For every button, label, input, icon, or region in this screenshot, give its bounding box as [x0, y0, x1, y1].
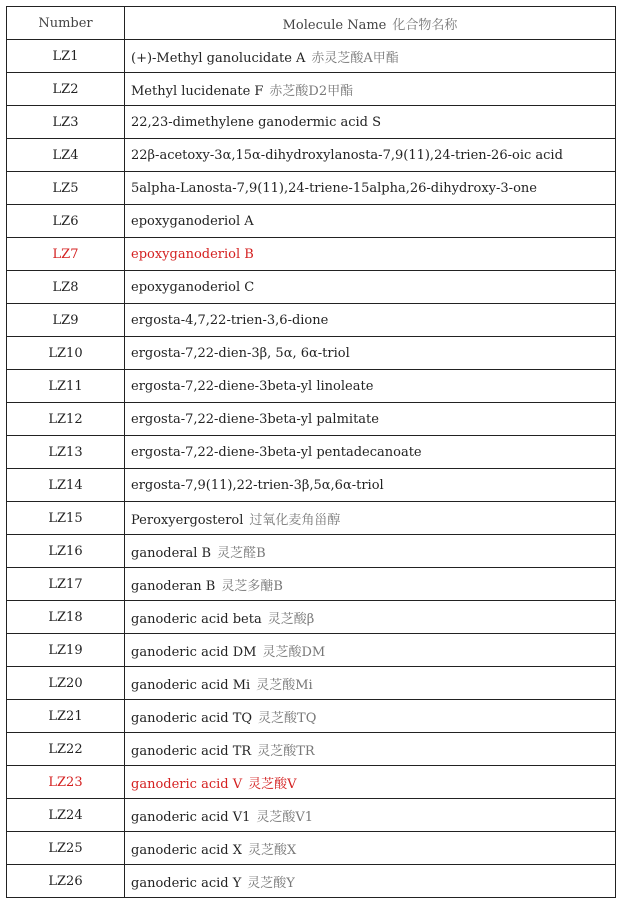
cell-molecule-name	[125, 106, 616, 139]
cell-number: LZ20	[7, 667, 125, 700]
molecule-name-en: ganoderic acid Y	[131, 875, 242, 891]
molecule-name-cn: 灵芝酸Mi	[256, 677, 313, 693]
cell-number: LZ4	[7, 139, 125, 172]
molecule-name-en: ergosta-7,22-diene-3beta-yl linoleate	[131, 378, 374, 394]
table-row	[7, 106, 616, 139]
cell-number: LZ14	[7, 469, 125, 502]
molecule-name-cn: 灵芝酸TR	[257, 743, 315, 759]
cell-number: LZ8	[7, 271, 125, 304]
table-row	[7, 766, 616, 799]
molecule-name-en: ganoderic acid DM	[131, 644, 257, 660]
cell-number: LZ26	[7, 865, 125, 898]
molecule-name-en: ganoderic acid beta	[131, 611, 262, 627]
table-row	[7, 667, 616, 700]
table-row	[7, 568, 616, 601]
header-name-cn: 化合物名称	[392, 17, 458, 33]
molecule-name-cn: 赤灵芝酸A甲酯	[311, 50, 399, 66]
table-row	[7, 370, 616, 403]
table-row	[7, 40, 616, 73]
table-row	[7, 601, 616, 634]
table-row	[7, 634, 616, 667]
molecule-name-en: ergosta-7,22-diene-3beta-yl palmitate	[131, 411, 379, 427]
cell-number: LZ17	[7, 568, 125, 601]
cell-molecule-name	[125, 799, 616, 832]
cell-number: LZ7	[7, 238, 125, 271]
table-row	[7, 469, 616, 502]
molecule-name-en: ganoderic acid TQ	[131, 710, 253, 726]
molecule-name-en: Peroxyergosterol	[131, 512, 244, 528]
molecule-name-en: ganoderan B	[131, 578, 216, 594]
cell-molecule-name	[125, 139, 616, 172]
molecule-name-en: ergosta-4,7,22-trien-3,6-dione	[131, 312, 329, 328]
table-row	[7, 139, 616, 172]
cell-number: LZ22	[7, 733, 125, 766]
molecule-name-cn: 灵芝酸V	[248, 776, 297, 792]
cell-number: LZ11	[7, 370, 125, 403]
molecule-name-en: ganoderic acid Mi	[131, 677, 251, 693]
table-row	[7, 832, 616, 865]
molecule-name-en: ganoderic acid TR	[131, 743, 252, 759]
cell-molecule-name	[125, 40, 616, 73]
table-row	[7, 337, 616, 370]
molecule-name-cn: 灵芝醛B	[217, 545, 266, 561]
table-row	[7, 73, 616, 106]
table-body	[7, 40, 616, 898]
cell-number: LZ23	[7, 766, 125, 799]
cell-number: LZ3	[7, 106, 125, 139]
molecule-name-cn: 灵芝酸Y	[247, 875, 295, 891]
cell-molecule-name	[125, 304, 616, 337]
molecule-name-en: ergosta-7,9(11),22-trien-3β,5α,6α-triol	[131, 477, 384, 493]
cell-molecule-name	[125, 700, 616, 733]
header-molecule-name	[125, 7, 616, 40]
cell-molecule-name	[125, 73, 616, 106]
cell-number: LZ2	[7, 73, 125, 106]
molecule-name-en: ganoderic acid V	[131, 776, 243, 792]
molecule-name-cn: 灵芝酸X	[247, 842, 297, 858]
molecule-name-en: ergosta-7,22-diene-3beta-yl pentadecanoate	[131, 444, 422, 460]
molecule-name-en: epoxyganoderiol A	[131, 213, 254, 229]
molecule-name-en: 5alpha-Lanosta-7,9(11),24-triene-15alpha,26-dihydroxy-3-one	[131, 180, 537, 196]
molecule-name-en: epoxyganoderiol C	[131, 279, 255, 295]
cell-number: LZ18	[7, 601, 125, 634]
table-row	[7, 502, 616, 535]
table-row	[7, 535, 616, 568]
cell-molecule-name	[125, 469, 616, 502]
molecule-table	[6, 6, 616, 898]
molecule-name-en: ganoderic acid V1	[131, 809, 251, 825]
cell-molecule-name	[125, 766, 616, 799]
table-row	[7, 799, 616, 832]
molecule-name-en: ganoderic acid X	[131, 842, 242, 858]
table-row	[7, 238, 616, 271]
cell-molecule-name	[125, 370, 616, 403]
cell-number: LZ1	[7, 40, 125, 73]
cell-molecule-name	[125, 502, 616, 535]
table-row	[7, 271, 616, 304]
molecule-name-en: epoxyganoderiol B	[131, 246, 254, 262]
molecule-name-cn: 灵芝多醣B	[221, 578, 283, 594]
header-number: Number	[7, 7, 125, 40]
cell-number: LZ21	[7, 700, 125, 733]
molecule-name-cn: 灵芝酸β	[267, 611, 315, 627]
molecule-name-en: Methyl lucidenate F	[131, 83, 264, 99]
cell-molecule-name	[125, 634, 616, 667]
cell-molecule-name	[125, 403, 616, 436]
cell-molecule-name	[125, 535, 616, 568]
cell-number: LZ15	[7, 502, 125, 535]
molecule-name-cn: 灵芝酸V1	[256, 809, 314, 825]
cell-molecule-name	[125, 733, 616, 766]
table-header-row	[7, 7, 616, 40]
cell-molecule-name	[125, 238, 616, 271]
molecule-name-en: 22,23-dimethylene ganodermic acid S	[131, 114, 382, 130]
table-row	[7, 403, 616, 436]
cell-molecule-name	[125, 568, 616, 601]
cell-molecule-name	[125, 337, 616, 370]
molecule-name-cn: 灵芝酸TQ	[258, 710, 317, 726]
molecule-name-cn: 灵芝酸DM	[262, 644, 326, 660]
header-name-en: Molecule Name	[282, 17, 387, 33]
molecule-name-en: ganoderal B	[131, 545, 212, 561]
cell-number: LZ5	[7, 172, 125, 205]
cell-molecule-name	[125, 205, 616, 238]
molecule-name-en: 22β-acetoxy-3α,15α-dihydroxylanosta-7,9(11),24-trien-26-oic acid	[131, 147, 563, 163]
molecule-name-cn: 赤芝酸D2甲酯	[269, 83, 354, 99]
cell-number: LZ25	[7, 832, 125, 865]
cell-number: LZ9	[7, 304, 125, 337]
cell-molecule-name	[125, 832, 616, 865]
table-row	[7, 865, 616, 898]
cell-number: LZ19	[7, 634, 125, 667]
cell-molecule-name	[125, 667, 616, 700]
table-row	[7, 700, 616, 733]
cell-molecule-name	[125, 172, 616, 205]
cell-number: LZ24	[7, 799, 125, 832]
cell-molecule-name	[125, 865, 616, 898]
table-row	[7, 304, 616, 337]
cell-number: LZ16	[7, 535, 125, 568]
molecule-name-cn: 过氧化麦角甾醇	[249, 512, 341, 528]
cell-molecule-name	[125, 436, 616, 469]
molecule-name-en: (+)-Methyl ganolucidate A	[131, 50, 306, 66]
cell-number: LZ12	[7, 403, 125, 436]
cell-number: LZ10	[7, 337, 125, 370]
table-row	[7, 436, 616, 469]
molecule-name-en: ergosta-7,22-dien-3β, 5α, 6α-triol	[131, 345, 350, 361]
table-row	[7, 733, 616, 766]
cell-molecule-name	[125, 601, 616, 634]
table-row	[7, 172, 616, 205]
table-row	[7, 205, 616, 238]
cell-molecule-name	[125, 271, 616, 304]
cell-number: LZ13	[7, 436, 125, 469]
cell-number: LZ6	[7, 205, 125, 238]
